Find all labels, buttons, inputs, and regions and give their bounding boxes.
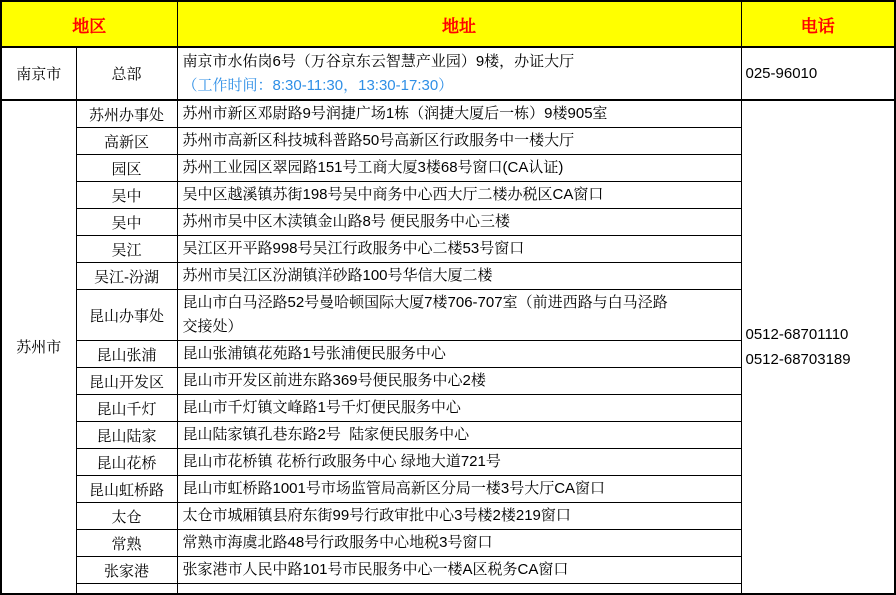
address-text: 苏州市吴江区汾湖镇洋砂路100号华信大厦二楼 xyxy=(182,267,493,284)
subregion-cell: 吴中 xyxy=(76,182,177,209)
subregion-cell: 昆山张浦 xyxy=(76,341,177,368)
subregion-cell: 昆山花桥 xyxy=(76,449,177,476)
phone-cell xyxy=(741,100,895,594)
subregion-cell: 总部 xyxy=(76,47,177,100)
subregion-cell: 常熟 xyxy=(76,530,177,557)
table-header xyxy=(1,1,895,47)
address-cell xyxy=(177,182,741,209)
address-cell xyxy=(177,557,741,584)
address-cell xyxy=(177,236,741,263)
header-row xyxy=(1,1,895,47)
subregion-cell: 苏州办事处 xyxy=(76,100,177,128)
phone-cell xyxy=(741,47,895,100)
address-cell xyxy=(177,263,741,290)
subregion-cell: 昆山陆家 xyxy=(76,422,177,449)
address-text: 昆山市开发区前进东路369号便民服务中心2楼 xyxy=(182,372,486,389)
address-cell xyxy=(177,155,741,182)
table-body xyxy=(1,47,895,594)
address-text: 吴江区开平路998号吴江行政服务中心二楼53号窗口 xyxy=(182,240,525,257)
subregion-cell: 昆山开发区 xyxy=(76,368,177,395)
address-text: 昆山市花桥镇 花桥行政服务中心 绿地大道721号 xyxy=(182,453,501,470)
subregion-cell: 吴江-汾湖 xyxy=(76,263,177,290)
phone-number: 025-96010 xyxy=(745,65,818,82)
address-text: 昆山张浦镇花苑路1号张浦便民服务中心 xyxy=(182,345,446,362)
phone-number: 0512-68703189 xyxy=(745,350,851,368)
address-cell xyxy=(177,503,741,530)
subregion-cell: 高新区 xyxy=(76,128,177,155)
address-text: 苏州市高新区科技城科普路50号高新区行政服务中一楼大厅 xyxy=(182,132,575,149)
table-row xyxy=(1,47,895,100)
address-cell xyxy=(177,395,741,422)
subregion-cell: 昆山办事处 xyxy=(76,290,177,341)
address-cell xyxy=(177,449,741,476)
address-text: 吴中区越溪镇苏街198号吴中商务中心西大厅二楼办税区CA窗口 xyxy=(182,186,604,203)
phone-header-cell: 电话 xyxy=(741,1,895,47)
subregion-cell: 张家港 xyxy=(76,557,177,584)
address-cell xyxy=(177,476,741,503)
address-cell xyxy=(177,368,741,395)
subregion-cell: 吴江 xyxy=(76,236,177,263)
address-cell xyxy=(177,422,741,449)
worktime-note: （工作时间：8:30-11:30，13:30-17:30） xyxy=(182,76,454,94)
address-text: 苏州工业园区翠园路151号工商大厦3楼68号窗口(CA认证) xyxy=(182,159,564,176)
address-text: 常熟市海虞北路48号行政服务中心地税3号窗口 xyxy=(182,534,493,551)
address-text: 张家港市人民中路101号市民服务中心一楼A区税务CA窗口 xyxy=(182,561,569,578)
address-cell xyxy=(177,584,741,594)
address-cell xyxy=(177,209,741,236)
table-row xyxy=(1,100,895,128)
address-cell xyxy=(177,341,741,368)
address-cell xyxy=(177,530,741,557)
address-continuation: 交接处） xyxy=(182,318,243,335)
phone-number: 0512-68701110 xyxy=(745,325,849,343)
region-header-cell: 地区 xyxy=(1,1,177,47)
address-text: 苏州市新区邓尉路9号润捷广场1栋（润捷大厦后一栋）9楼905室 xyxy=(182,105,608,122)
city-cell: 苏州市 xyxy=(1,100,76,594)
subregion-cell: 吴中 xyxy=(76,209,177,236)
address-text: 南京市水佑岗6号（万谷京东云智慧产业园）9楼，办证大厅 xyxy=(182,52,575,70)
address-text: 昆山陆家镇孔巷东路2号 陆家便民服务中心 xyxy=(182,426,470,443)
address-text: 昆山市白马泾路52号曼哈顿国际大厦7楼706-707室（前进西路与白马泾路 xyxy=(182,294,668,311)
address-text: 苏州市吴中区木渎镇金山路8号 便民服务中心三楼 xyxy=(182,213,511,230)
address-header-cell: 地址 xyxy=(177,1,741,47)
address-text: 昆山市虹桥路1001号市场监管局高新区分局一楼3号大厅CA窗口 xyxy=(182,480,606,497)
address-cell xyxy=(177,47,741,100)
address-cell xyxy=(177,100,741,128)
address-cell xyxy=(177,128,741,155)
address-cell xyxy=(177,290,741,341)
subregion-cell: 昆山虹桥路 xyxy=(76,476,177,503)
subregion-cell: 昆山千灯 xyxy=(76,395,177,422)
subregion-cell: 园区 xyxy=(76,155,177,182)
city-cell: 南京市 xyxy=(1,47,76,100)
address-text: 太仓市城厢镇县府东街99号行政审批中心3号楼2楼219窗口 xyxy=(182,507,571,524)
subregion-cell: 太仓 xyxy=(76,503,177,530)
address-text: 昆山市千灯镇文峰路1号千灯便民服务中心 xyxy=(182,399,461,416)
subregion-cell xyxy=(76,584,177,594)
